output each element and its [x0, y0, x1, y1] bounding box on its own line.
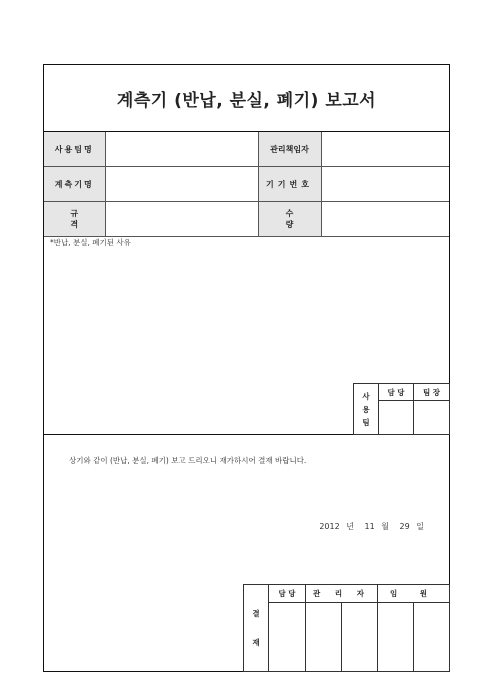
admin-signature-1[interactable] [306, 603, 342, 672]
manager-label: 관리책임자 [258, 132, 321, 167]
report-date [315, 521, 424, 532]
reason-label: *반납, 분실, 폐기된 사유 [50, 238, 131, 247]
executive-header: 임 원 [378, 585, 450, 603]
staff-header: 담 당 [269, 585, 306, 603]
admin-header: 관 리 자 [306, 585, 378, 603]
date-year-unit: 년 [346, 522, 354, 531]
page-title: 계측기 (반납, 분실, 폐기) 보고서 [44, 65, 449, 132]
statement-text: 상기와 같이 (반납, 분실, 폐기) 보고 드리오니 재가하시어 결재 바랍니다. [69, 456, 307, 465]
spec-label: 규격 [44, 202, 105, 237]
team-leader-header: 팀 장 [414, 384, 450, 401]
admin-signature-2[interactable] [342, 603, 378, 672]
quantity-field[interactable] [321, 202, 449, 237]
report-form [43, 64, 450, 672]
final-approval-box [243, 584, 450, 672]
date-day: 29 [399, 522, 410, 531]
manager-field[interactable] [321, 132, 449, 167]
team-approval-side-label: 사 용 팀 [354, 384, 379, 435]
info-table [44, 132, 449, 237]
instrument-name-field[interactable] [105, 167, 258, 202]
date-month: 11 [364, 522, 375, 531]
executive-signature-1[interactable] [378, 603, 414, 672]
reason-text[interactable] [50, 251, 349, 430]
quantity-label: 수량 [258, 202, 321, 237]
team-leader-signature[interactable] [414, 401, 450, 435]
team-staff-header: 담 당 [379, 384, 414, 401]
staff-signature[interactable] [269, 603, 306, 672]
reason-section [44, 233, 449, 435]
instrument-name-label: 계측기명 [44, 167, 105, 202]
team-name-label: 사용팀명 [44, 132, 105, 167]
team-staff-signature[interactable] [379, 401, 414, 435]
date-day-unit: 일 [416, 522, 424, 531]
team-approval-box [353, 383, 450, 435]
serial-number-field[interactable] [321, 167, 449, 202]
date-year: 2012 [319, 522, 340, 531]
final-approval-side-label: 결 재 [244, 585, 269, 672]
executive-signature-2[interactable] [414, 603, 450, 672]
serial-number-label: 기기번호 [258, 167, 321, 202]
spec-field[interactable] [105, 202, 258, 237]
team-name-field[interactable] [105, 132, 258, 167]
date-month-unit: 월 [381, 522, 389, 531]
